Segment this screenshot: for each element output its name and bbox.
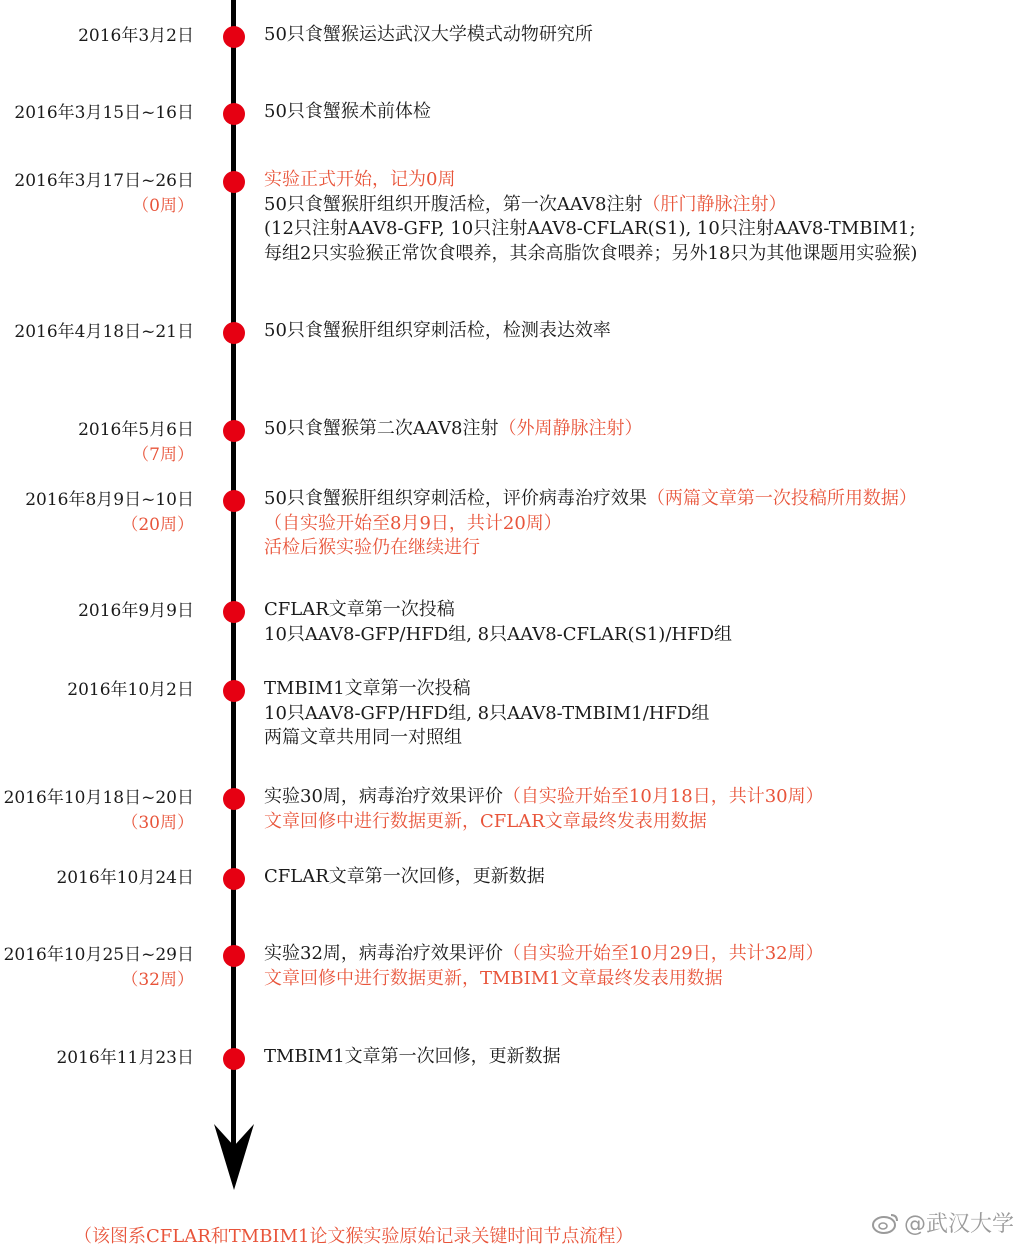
timeline-node <box>223 322 245 344</box>
event-description <box>264 487 1024 561</box>
timeline-node <box>223 420 245 442</box>
timeline-node <box>223 490 245 512</box>
event-line <box>264 417 1024 442</box>
event-date: 2016年10月25日~29日 <box>3 945 194 965</box>
timeline-node <box>223 680 245 702</box>
event-date: 2016年8月9日~10日 <box>25 490 194 510</box>
event-description <box>264 23 1024 48</box>
event-line <box>264 623 1024 648</box>
event-date: 2016年3月15日~16日 <box>14 103 194 123</box>
event-date-block <box>0 786 194 836</box>
event-text-segment: 50只食蟹猴术前体检 <box>264 101 431 122</box>
event-text-segment: CFLAR文章第一次投稿 <box>264 599 455 620</box>
event-text-segment: TMBIM1文章第一次投稿 <box>264 678 471 699</box>
event-text-segment: (12只注射AAV8-GFP, 10只注射AAV8-CFLAR(S1), 10只注射AAV8-TMBIM1; <box>264 218 916 239</box>
event-date: 2016年3月2日 <box>78 26 194 46</box>
event-line <box>264 726 1024 751</box>
event-date-block <box>0 943 194 993</box>
timeline-node <box>223 788 245 810</box>
event-date-block <box>0 678 194 703</box>
timeline-node <box>223 945 245 967</box>
event-date-block <box>0 169 194 219</box>
event-line <box>264 598 1024 623</box>
event-description <box>264 100 1024 125</box>
event-week: （0周） <box>132 196 194 216</box>
timeline-arrowhead <box>214 1124 254 1192</box>
event-description <box>264 319 1024 344</box>
event-description <box>264 942 1024 991</box>
event-date-block <box>0 599 194 624</box>
event-week: （30周） <box>121 813 194 833</box>
timeline-node <box>223 103 245 125</box>
event-week: （32周） <box>121 970 194 990</box>
event-text-segment: 文章回修中进行数据更新，TMBIM1文章最终发表用数据 <box>264 967 723 989</box>
event-week: （7周） <box>132 445 194 465</box>
event-text-segment: 实验正式开始，记为0周 <box>264 169 456 190</box>
event-text-segment: 50只食蟹猴第二次AAV8注射 <box>264 418 499 439</box>
event-date: 2016年10月18日~20日 <box>3 788 194 808</box>
timeline-node <box>223 601 245 623</box>
event-line <box>264 1045 1024 1070</box>
event-line <box>264 810 1024 835</box>
event-text-segment: 文章回修中进行数据更新，CFLAR文章最终发表用数据 <box>264 810 707 832</box>
event-text-segment: 50只食蟹猴运达武汉大学模式动物研究所 <box>264 24 593 45</box>
timeline-node <box>223 1048 245 1070</box>
event-line <box>264 242 1024 267</box>
event-line <box>264 512 1024 537</box>
event-line <box>264 100 1024 125</box>
event-line <box>264 865 1024 890</box>
figure-caption: （该图系CFLAR和TMBIM1论文猴实验原始记录关键时间节点流程） <box>74 1226 634 1247</box>
event-text-segment: （自实验开始至10月18日，共计30周） <box>502 786 824 807</box>
timeline-node <box>223 26 245 48</box>
event-date-block <box>0 24 194 49</box>
event-text-segment: 实验32周，病毒治疗效果评价 <box>264 943 503 964</box>
event-date-block <box>0 866 194 891</box>
event-text-segment: 每组2只实验猴正常饮食喂养，其余高脂饮食喂养；另外18只为其他课题用实验猴) <box>264 242 918 264</box>
event-line <box>264 217 1024 242</box>
event-text-segment: 10只AAV8-GFP/HFD组, 8只AAV8-CFLAR(S1)/HFD组 <box>264 623 733 645</box>
event-date-block <box>0 101 194 126</box>
watermark-text: @武汉大学 <box>903 1212 1014 1237</box>
event-description <box>264 168 1024 266</box>
event-text-segment: CFLAR文章第一次回修，更新数据 <box>264 866 545 887</box>
event-text-segment: TMBIM1文章第一次回修，更新数据 <box>264 1046 561 1067</box>
event-date-block <box>0 488 194 538</box>
event-line <box>264 193 1024 218</box>
event-text-segment: 实验30周，病毒治疗效果评价 <box>264 786 503 807</box>
event-date: 2016年9月9日 <box>78 601 194 621</box>
event-text-segment: 活检后猴实验仍在继续进行 <box>264 537 480 558</box>
event-line <box>264 942 1024 967</box>
event-date: 2016年3月17日~26日 <box>14 171 194 191</box>
event-text-segment: 50只食蟹猴肝组织穿刺活检，评价病毒治疗效果 <box>264 488 647 509</box>
timeline-node <box>223 868 245 890</box>
event-line <box>264 23 1024 48</box>
event-description <box>264 785 1024 834</box>
event-text-segment: （外周静脉注射） <box>498 418 643 439</box>
event-date-block <box>0 1046 194 1071</box>
event-description <box>264 417 1024 442</box>
event-date-block <box>0 320 194 345</box>
event-text-segment: 10只AAV8-GFP/HFD组, 8只AAV8-TMBIM1/HFD组 <box>264 702 710 724</box>
event-date: 2016年5月6日 <box>78 420 194 440</box>
event-line <box>264 536 1024 561</box>
event-line <box>264 677 1024 702</box>
event-text-segment: 两篇文章共用同一对照组 <box>264 727 462 748</box>
weibo-watermark <box>872 1207 1014 1238</box>
event-week: （20周） <box>121 515 194 535</box>
event-line <box>264 785 1024 810</box>
event-date: 2016年4月18日~21日 <box>14 322 194 342</box>
event-description <box>264 865 1024 890</box>
event-line <box>264 168 1024 193</box>
weibo-icon <box>872 1212 900 1234</box>
event-line <box>264 487 1024 512</box>
event-text-segment: （自实验开始至10月29日，共计32周） <box>502 943 824 964</box>
event-date: 2016年10月24日 <box>56 868 194 888</box>
event-text-segment: （两篇文章第一次投稿所用数据） <box>646 488 917 509</box>
event-date: 2016年10月2日 <box>67 680 194 700</box>
timeline-node <box>223 171 245 193</box>
event-text-segment: （自实验开始至8月9日，共计20周） <box>264 512 562 534</box>
event-description <box>264 1045 1024 1070</box>
event-text-segment: 50只食蟹猴肝组织开腹活检，第一次AAV8注射 <box>264 193 643 215</box>
event-text-segment: 50只食蟹猴肝组织穿刺活检，检测表达效率 <box>264 320 611 341</box>
event-date: 2016年11月23日 <box>56 1048 194 1068</box>
event-date-block <box>0 418 194 468</box>
event-description <box>264 598 1024 647</box>
event-description <box>264 677 1024 751</box>
event-line <box>264 319 1024 344</box>
event-line <box>264 702 1024 727</box>
event-line <box>264 967 1024 992</box>
event-text-segment: （肝门静脉注射） <box>642 193 787 215</box>
